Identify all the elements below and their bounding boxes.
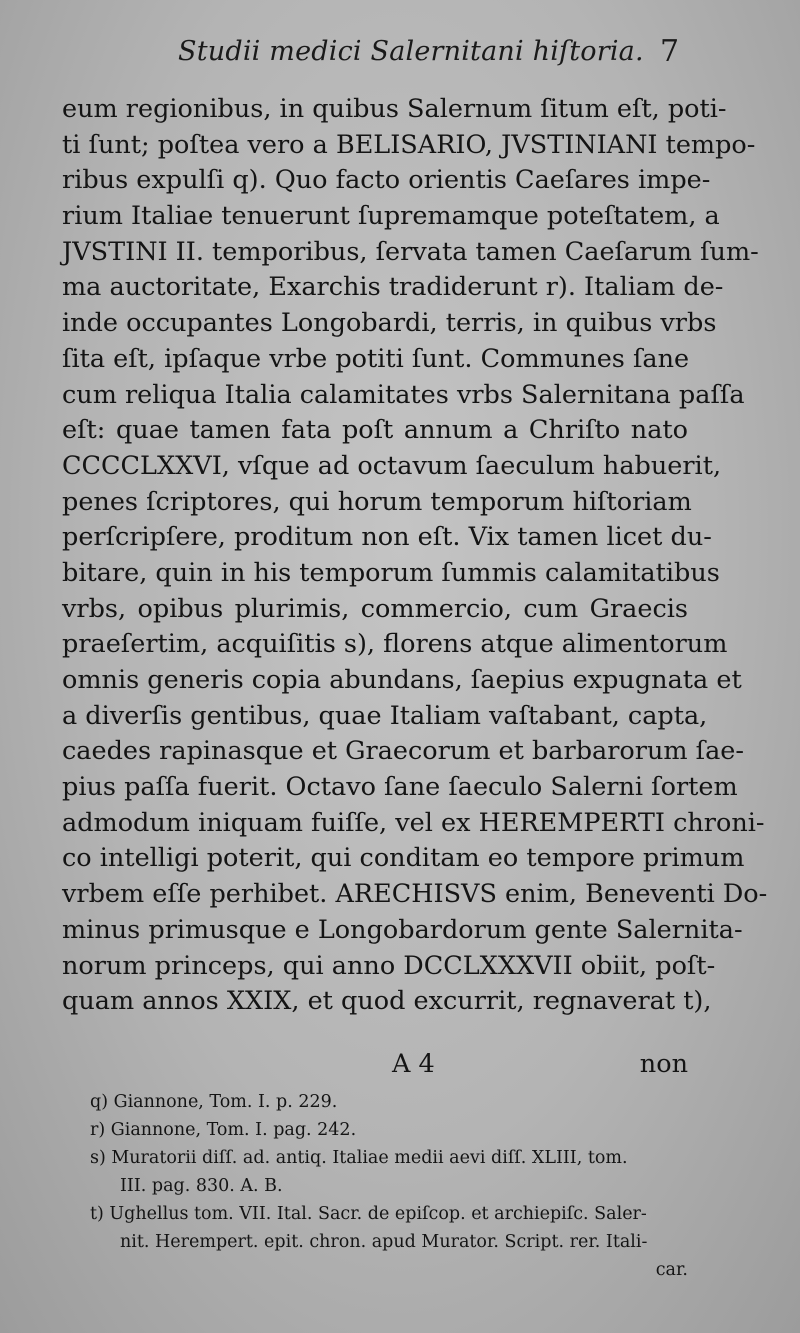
footnote-t-end: car. [655,1260,688,1280]
signature-mark: A 4 [392,1049,435,1079]
text-line: ſita eſt, ipſaque vrbe potiti ſunt. Communes ſane [62,343,690,374]
text-line: inde occupantes Longobardi, terris, in quibus vrbs [62,308,717,339]
text-line: CCCCLXXVI, vſque ad octavum ſaeculum habuerit, [62,450,722,481]
text-line: vrbem eſſe perhibet. ARECHISVS enim, Beneventi Do- [62,879,768,910]
running-title: Studii medici Salernitani hiſtoria. [178,36,644,67]
text-line: bitare, quin in his temporum ſummis calamitatibus [62,557,720,588]
text-line: ribus expulſi q). Quo facto orientis Caeſares impe- [62,165,711,196]
text-line: penes ſcriptores, qui horum temporum hiſtoriam [62,486,692,517]
footnote-s-continued: III. pag. 830. A. B. [120,1176,283,1196]
text-line: norum princeps, qui anno DCCLXXXVII obiit, poſt- [62,950,716,981]
text-line: quam annos XXIX, et quod excurrit, regnaverat t), [62,986,712,1017]
text-line: JVSTINI II. temporibus, ſervata tamen Caeſarum ſum- [62,236,759,267]
footnote-s: s) Muratorii diſſ. ad. antiq. Italiae medii aevi diſſ. XLIII, tom. [90,1148,628,1168]
footnote-r: r) Giannone, Tom. I. pag. 242. [90,1120,357,1140]
catchword: non [639,1049,688,1079]
footnote-t-continued: nit. Herempert. epit. chron. apud Murator. Script. rer. Itali- [120,1232,648,1252]
body-text [62,92,768,1020]
text-line: omnis generis copia abundans, ſaepius expugnata et [62,665,742,695]
text-line: eſt: quae tamen fata poſt annum a Chriſto nato [62,415,688,446]
text-line: caedes rapinasque et Graecorum et barbarorum ſae- [62,736,745,767]
page-header [0,30,800,80]
footnotes [90,1088,688,1284]
signature-line [62,1043,688,1083]
text-line: pius paſſa fuerit. Octavo ſane ſaeculo Salerni ſortem [62,772,738,803]
page-number: 7 [660,34,680,69]
footnote-q: q) Giannone, Tom. I. p. 229. [90,1092,338,1112]
text-line: admodum iniquam fuiſſe, vel ex HEREMPERTI chroni- [62,807,765,838]
text-line: vrbs, opibus plurimis, commercio, cum Graecis [62,593,688,624]
text-line: eum regionibus, in quibus Salernum ſitum eſt, poti- [62,94,727,124]
text-line: ma auctoritate, Exarchis tradiderunt r). Italiam de- [62,272,724,303]
text-line: co intelligi poterit, qui conditam eo tempore primum [62,843,745,874]
text-line: praeſertim, acquiſitis s), florens atque alimentorum [62,629,728,660]
text-line: perſcripſere, proditum non eſt. Vix tamen licet du- [62,522,712,553]
text-line: rium Italiae tenuerunt ſupremamque poteſtatem, a [62,201,720,232]
text-line: a diverſis gentibus, quae Italiam vaſtabant, capta, [62,700,708,731]
footnote-t: t) Ughellus tom. VII. Ital. Sacr. de epiſcop. et archiepiſc. Saler- [90,1204,647,1224]
text-line: ti ſunt; poſtea vero a BELISARIO, JVSTINIANI tempo- [62,129,756,160]
text-line: cum reliqua Italia calamitates vrbs Salernitana paſſa [62,379,745,410]
text-line: minus primusque e Longobardorum gente Salernita- [62,914,743,945]
